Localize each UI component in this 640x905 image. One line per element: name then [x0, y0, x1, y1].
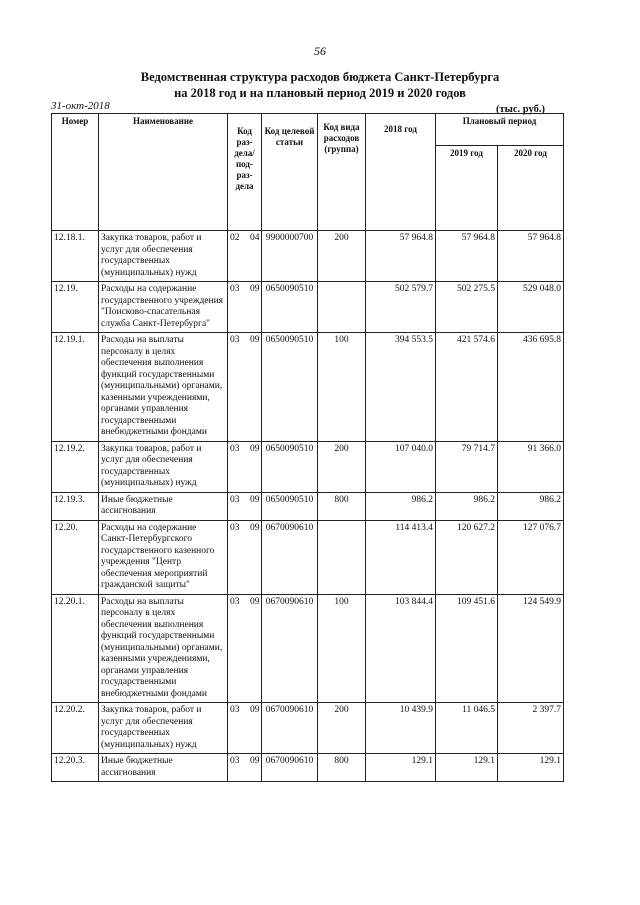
row-amount-2020: 57 964.8: [498, 231, 564, 282]
row-section: 03: [230, 756, 240, 766]
row-subsection: 09: [250, 596, 260, 607]
row-amount-2019: 502 275.5: [436, 282, 498, 333]
table-row: [52, 492, 564, 520]
row-amount-2018: 129.1: [366, 754, 436, 782]
row-amount-2019: 986.2: [436, 492, 498, 520]
row-name: Расходы на выплаты персоналу в целях обеспечения выполнения функций государственными (муниципальными) органами, казенными учреждениями, органами управления государственными внебюджетными фондами: [99, 594, 228, 703]
header-row-1: [52, 114, 564, 146]
units-label: (тыс. руб.): [496, 104, 545, 115]
row-amount-2018: 10 439.9: [366, 703, 436, 754]
row-name: Закупка товаров, работ и услуг для обеспечения государственных (муниципальных) нужд: [99, 441, 228, 492]
row-name: Расходы на содержание Санкт-Петербургского государственного казенного учреждения "Центр обеспечения мероприятий гражданской защиты": [99, 520, 228, 594]
row-subsection: 09: [250, 494, 260, 505]
row-number: 12.19.1.: [52, 333, 99, 442]
row-amount-2018: 394 553.5: [366, 333, 436, 442]
row-amount-2018: 502 579.7: [366, 282, 436, 333]
title-line-1: Ведомственная структура расходов бюджета Санкт-Петербурга: [140, 70, 500, 84]
header-expense-type: Код вида расходов (группа): [318, 114, 366, 231]
row-section: 03: [230, 443, 240, 454]
row-amount-2019: 79 714.7: [436, 441, 498, 492]
row-section-code: [228, 594, 262, 703]
row-section: 03: [230, 494, 240, 505]
row-amount-2020: 91 366.0: [498, 441, 564, 492]
table-row: [52, 703, 564, 754]
row-subsection: 09: [250, 756, 260, 766]
row-target-code: 0650090510: [262, 492, 318, 520]
row-section-code: [228, 754, 262, 782]
row-section: 03: [230, 284, 240, 294]
row-expense-type: [318, 282, 366, 333]
header-section-code: Код раз-дела/ под-раз-дела: [228, 114, 262, 231]
row-section-code: [228, 441, 262, 492]
table-row: [52, 754, 564, 782]
row-expense-type: 200: [318, 441, 366, 492]
row-name: Расходы на содержание государственного учреждения "Поисково-спасательная служба Санкт-Петербурга": [99, 282, 228, 333]
row-expense-type: 800: [318, 492, 366, 520]
row-amount-2019: 109 451.6: [436, 594, 498, 703]
row-name: Иные бюджетные ассигнования: [99, 754, 228, 782]
row-section: 02: [230, 233, 240, 243]
row-amount-2018: 103 844.4: [366, 594, 436, 703]
header-target-code: Код целевой статьи: [262, 114, 318, 231]
row-section-code: [228, 282, 262, 333]
budget-table: [51, 113, 564, 782]
page-number: 56: [314, 44, 326, 58]
row-section-code: [228, 333, 262, 442]
row-section-code: [228, 231, 262, 282]
row-amount-2019: 11 046.5: [436, 703, 498, 754]
document-date: 31-окт-2018: [51, 100, 110, 112]
row-amount-2020: 127 076.7: [498, 520, 564, 594]
row-amount-2019: 120 627.2: [436, 520, 498, 594]
row-amount-2018: 57 964.8: [366, 231, 436, 282]
row-target-code: 0650090510: [262, 333, 318, 442]
row-number: 12.19.3.: [52, 492, 99, 520]
table-row: [52, 282, 564, 333]
row-number: 12.20.: [52, 520, 99, 594]
row-expense-type: [318, 520, 366, 594]
table-row: [52, 520, 564, 594]
table-row: [52, 594, 564, 703]
table-row: [52, 441, 564, 492]
row-subsection: 09: [250, 522, 260, 533]
header-2018: 2018 год: [366, 114, 436, 231]
row-section: 03: [230, 522, 240, 533]
table-row: [52, 231, 564, 282]
row-target-code: 0670090610: [262, 594, 318, 703]
row-amount-2018: 114 413.4: [366, 520, 436, 594]
row-name: Закупка товаров, работ и услуг для обеспечения государственных (муниципальных) нужд: [99, 231, 228, 282]
row-name: Закупка товаров, работ и услуг для обеспечения государственных (муниципальных) нужд: [99, 703, 228, 754]
row-number: 12.20.1.: [52, 594, 99, 703]
row-section: 03: [230, 335, 240, 345]
row-amount-2020: 129.1: [498, 754, 564, 782]
row-target-code: 9900000700: [262, 231, 318, 282]
row-name: Расходы на выплаты персоналу в целях обеспечения выполнения функций государственными (муниципальными) органами, казенными учреждениями, органами управления государственными внебюджетными фондами: [99, 333, 228, 442]
row-target-code: 0670090610: [262, 703, 318, 754]
row-amount-2020: 529 048.0: [498, 282, 564, 333]
row-target-code: 0650090510: [262, 441, 318, 492]
title-line-2: на 2018 год и на плановый период 2019 и 2020 годов: [174, 86, 466, 100]
row-number: 12.18.1.: [52, 231, 99, 282]
row-target-code: 0670090610: [262, 520, 318, 594]
row-expense-type: 800: [318, 754, 366, 782]
row-section-code: [228, 703, 262, 754]
row-amount-2020: 124 549.9: [498, 594, 564, 703]
row-target-code: 0670090610: [262, 754, 318, 782]
row-amount-2019: 421 574.6: [436, 333, 498, 442]
row-subsection: 09: [250, 705, 260, 715]
row-target-code: 0650090510: [262, 282, 318, 333]
row-section: 03: [230, 596, 240, 607]
header-2019: 2019 год: [436, 146, 498, 231]
row-subsection: 09: [250, 335, 260, 345]
row-amount-2020: 436 695.8: [498, 333, 564, 442]
document-title: [0, 69, 640, 101]
row-section: 03: [230, 705, 240, 715]
row-amount-2019: 129.1: [436, 754, 498, 782]
row-amount-2018: 107 040.0: [366, 441, 436, 492]
header-planned-period: Плановый период: [436, 114, 564, 146]
row-number: 12.19.: [52, 282, 99, 333]
row-name: Иные бюджетные ассигнования: [99, 492, 228, 520]
table-row: [52, 333, 564, 442]
row-amount-2020: 2 397.7: [498, 703, 564, 754]
row-expense-type: 100: [318, 333, 366, 442]
row-amount-2020: 986.2: [498, 492, 564, 520]
row-expense-type: 100: [318, 594, 366, 703]
row-subsection: 09: [250, 284, 260, 294]
header-name: Наименование: [99, 114, 228, 231]
row-number: 12.20.3.: [52, 754, 99, 782]
row-expense-type: 200: [318, 703, 366, 754]
header-number: Номер: [52, 114, 99, 231]
row-section-code: [228, 492, 262, 520]
row-number: 12.19.2.: [52, 441, 99, 492]
row-expense-type: 200: [318, 231, 366, 282]
row-subsection: 04: [250, 233, 260, 243]
row-section-code: [228, 520, 262, 594]
row-amount-2019: 57 964.8: [436, 231, 498, 282]
row-number: 12.20.2.: [52, 703, 99, 754]
row-amount-2018: 986.2: [366, 492, 436, 520]
header-2020: 2020 год: [498, 146, 564, 231]
row-subsection: 09: [250, 443, 260, 454]
